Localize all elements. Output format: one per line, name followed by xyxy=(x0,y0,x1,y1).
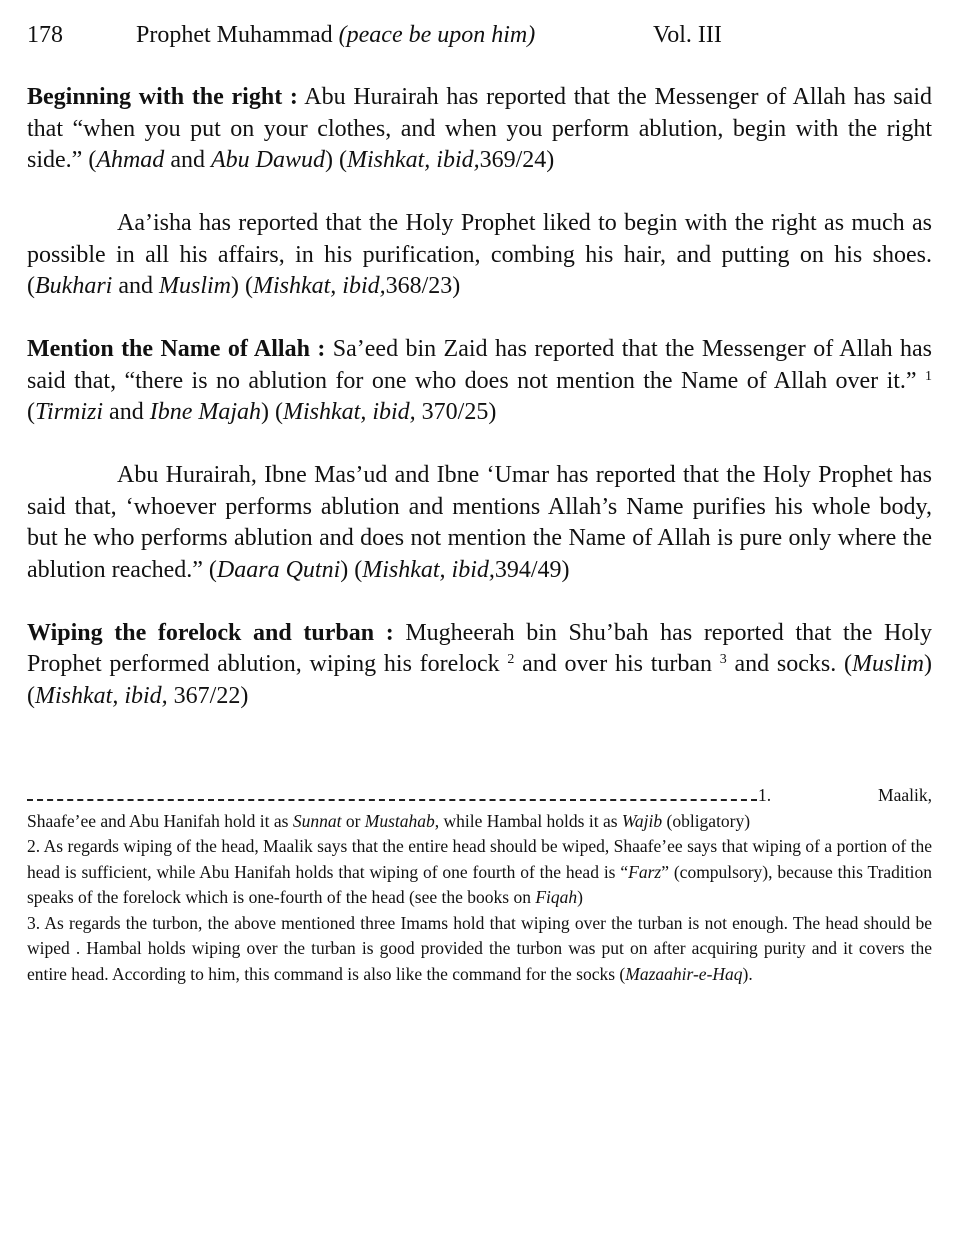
paragraph xyxy=(27,208,932,303)
italic-text: Mishkat, ibid, xyxy=(252,273,386,299)
paragraph xyxy=(27,618,932,713)
text: ) ( xyxy=(27,651,933,709)
separator-dashes xyxy=(27,787,757,801)
paragraph xyxy=(27,82,932,177)
text: Mugheerah bin Shu’bah has reported that the Holy Prophet performed ablution, wiping his forelock xyxy=(27,619,932,677)
footnotes xyxy=(27,783,932,987)
footnote xyxy=(27,809,932,835)
italic-text: Mustahab xyxy=(364,810,435,831)
text: ). xyxy=(742,963,753,984)
footnote-ref: 2 xyxy=(507,652,515,667)
italic-text: Ibne Majah xyxy=(149,399,262,425)
text: 368/23) xyxy=(385,273,461,299)
footnote-separator xyxy=(27,783,932,809)
text: ) ( xyxy=(261,399,283,425)
footnote xyxy=(27,911,932,988)
body-text xyxy=(27,82,932,744)
text: and xyxy=(103,399,150,425)
text: ) ( xyxy=(340,556,363,583)
footnote xyxy=(27,834,932,911)
text: and socks. ( xyxy=(726,651,853,677)
italic-text: Farz xyxy=(628,861,662,882)
text: ) ( xyxy=(230,273,253,299)
italic-text: Abu Dawud xyxy=(210,147,325,173)
italic-text: Mishkat, ibid, xyxy=(35,682,168,709)
italic-text: Mishkat, ibid, xyxy=(362,556,495,583)
footnote-number: 1. xyxy=(758,785,772,805)
italic-text: Wajib xyxy=(621,810,663,831)
text: 367/22) xyxy=(167,682,249,709)
text: Sa’eed bin Zaid has reported that the Messenger of Allah has said that, “there is no ablution for one who does not mention the Name of Allah over it.” xyxy=(27,336,933,394)
text: Aa’isha has reported that the Holy Prophet liked to begin with the right as much as possible in all his affairs, in his purification, combing his hair, and putting on his shoes. ( xyxy=(27,210,932,299)
text: Abu Hurairah, Ibne Mas’ud and Ibne ‘Umar has reported that the Holy Prophet has said that, ‘whoever performs ablution and mentions Allah’s Name purifies his whole body, but he who performs ablution and does not mention the Name of Allah is pure only where the ablution reached.” ( xyxy=(27,462,932,583)
text: and xyxy=(112,273,159,299)
paragraph xyxy=(27,334,932,429)
footnote-ref: 1 xyxy=(925,368,932,384)
section-heading: Wiping the forelock and turban : xyxy=(27,619,394,646)
italic-text: Mazaahir-e-Haq xyxy=(625,963,743,984)
book-title-text: Prophet Muhammad xyxy=(136,22,333,48)
italic-text: Sunnat xyxy=(292,810,342,831)
text: 2. As regards wiping of the head, Maalik says that the entire head should be wiped, Shaafe’ee says that wiping of a portion of the head is sufficient, while Abu Hanifah holds that wiping of one fourth of the head is “ xyxy=(27,836,932,882)
text: 394/49) xyxy=(494,556,570,583)
italic-text: Fiqah xyxy=(535,887,578,907)
book-title xyxy=(136,19,535,51)
footnote-first-word: Maalik, xyxy=(878,785,932,805)
italic-text: Mishkat, ibid, xyxy=(283,399,416,425)
volume-label: Vol. III xyxy=(653,22,722,48)
text: Abu Hurairah has reported that the Messenger of Allah has said that “when you put on your clothes, and when you perform ablution, begin with the right side.” ( xyxy=(27,84,932,173)
text: 3. As regards the turbon, the above mentioned three Imams hold that wiping over the turban is not enough. The head should be wiped . Hambal holds wiping over the turban is good provided the turbon was put on after acquiring purity and it covers the entire head. According to him, this command is also like the command for the socks ( xyxy=(27,912,932,984)
text: ) ( xyxy=(324,147,347,173)
italic-text: Bukhari xyxy=(35,273,113,299)
book-title-italic: (peace be upon him) xyxy=(338,22,536,48)
section-heading: Mention the Name of Allah : xyxy=(27,336,326,362)
italic-text: Mishkat, ibid, xyxy=(346,147,480,173)
text: 370/25) xyxy=(415,399,497,425)
footnote-ref: 3 xyxy=(719,652,727,667)
italic-text: Ahmad xyxy=(96,147,165,173)
text: ( xyxy=(27,399,35,425)
text: , while Hambal holds it as xyxy=(434,810,622,831)
text: (obligatory) xyxy=(662,810,751,831)
text: or xyxy=(341,810,365,831)
text: ” (compulsory), because this Tradition speaks of the forelock which is one-fourth of the head (see the books on xyxy=(27,861,932,907)
italic-text: Tirmizi xyxy=(35,399,104,425)
text: ) xyxy=(577,887,583,907)
italic-text: Muslim xyxy=(852,651,925,677)
text: and over his turban xyxy=(514,651,720,677)
page-number: 178 xyxy=(27,22,63,48)
text: Shaafe’ee and Abu Hanifah hold it as xyxy=(27,810,293,831)
text: and xyxy=(164,147,211,173)
italic-text: Muslim xyxy=(158,273,231,299)
section-heading: Beginning with the right : xyxy=(27,84,298,110)
paragraph xyxy=(27,460,932,586)
text: 369/24) xyxy=(479,147,555,173)
italic-text: Daara Qutni xyxy=(216,556,341,583)
